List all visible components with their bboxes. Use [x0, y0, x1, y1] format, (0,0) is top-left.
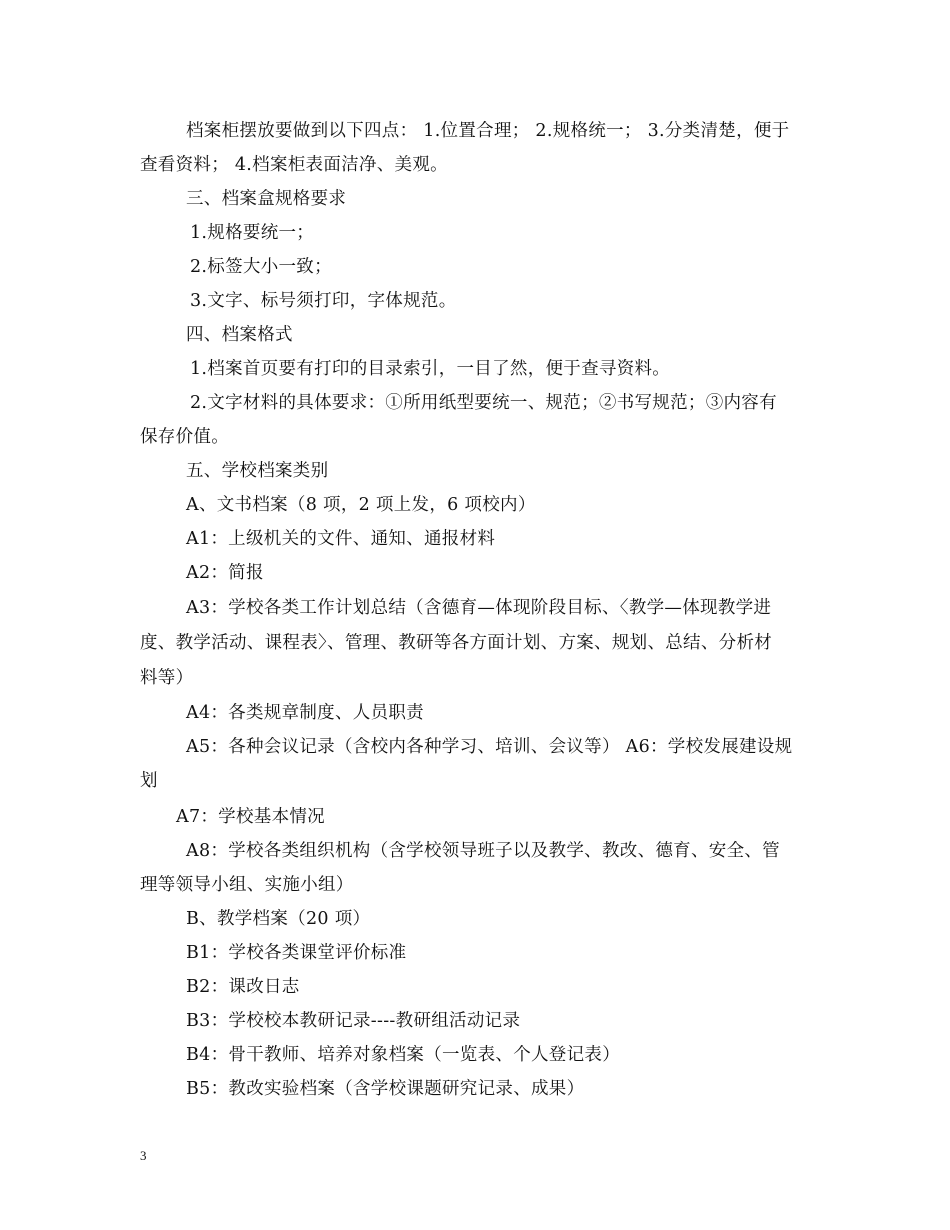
- text-line: 度、教学活动、课程表〉、管理、教研等各方面计划、方案、规划、总结、分析材: [140, 633, 773, 653]
- section-heading: 三、档案盒规格要求: [186, 189, 347, 209]
- text-line: 理等领导小组、实施小组）: [140, 875, 354, 895]
- text-line: 划: [140, 771, 158, 791]
- list-item: B5：教改实验档案（含学校课题研究记录、成果）: [186, 1079, 585, 1099]
- list-item: A5：各种会议记录（含校内各种学习、培训、会议等） A6：学校发展建设规: [186, 737, 793, 757]
- text-line: 查看资料； 4.档案柜表面洁净、美观。: [140, 155, 448, 175]
- page-number: 3: [140, 1148, 147, 1163]
- category-heading: A、文书档案（8 项，2 项上发，6 项校内）: [186, 495, 536, 515]
- list-item: A1：上级机关的文件、通知、通报材料: [186, 529, 496, 549]
- text-line: 料等）: [140, 668, 194, 688]
- list-item: B4：骨干教师、培养对象档案（一览表、个人登记表）: [186, 1045, 620, 1065]
- list-item: 2.文字材料的具体要求：①所用纸型要统一、规范；②书写规范；③内容有: [190, 393, 777, 413]
- list-item: 3.文字、标号须打印，字体规范。: [190, 291, 457, 311]
- list-item: 1.档案首页要有打印的目录索引，一目了然，便于查寻资料。: [190, 359, 671, 379]
- list-item: A2：简报: [186, 563, 264, 583]
- text-line: 保存价值。: [140, 427, 229, 447]
- list-item: 1.规格要统一；: [190, 223, 315, 243]
- list-item: B3：学校校本教研记录----教研组活动记录: [186, 1011, 521, 1031]
- list-item: A4：各类规章制度、人员职责: [186, 703, 424, 723]
- section-heading: 五、学校档案类别: [186, 461, 329, 481]
- list-item: A3：学校各类工作计划总结（含德育—体现阶段目标、〈教学—体现教学进: [186, 598, 772, 618]
- list-item: 2.标签大小一致；: [190, 257, 332, 277]
- list-item: A7：学校基本情况: [176, 807, 325, 827]
- category-heading: B、教学档案（20 项）: [186, 909, 371, 929]
- list-item: A8：学校各类组织机构（含学校领导班子以及教学、教改、德育、安全、管: [186, 841, 780, 861]
- list-item: B2：课改日志: [186, 977, 300, 997]
- section-heading: 四、档案格式: [186, 325, 293, 345]
- text-line: 档案柜摆放要做到以下四点： 1.位置合理； 2.规格统一； 3.分类清楚，便于: [186, 121, 790, 141]
- list-item: B1：学校各类课堂评价标准: [186, 943, 407, 963]
